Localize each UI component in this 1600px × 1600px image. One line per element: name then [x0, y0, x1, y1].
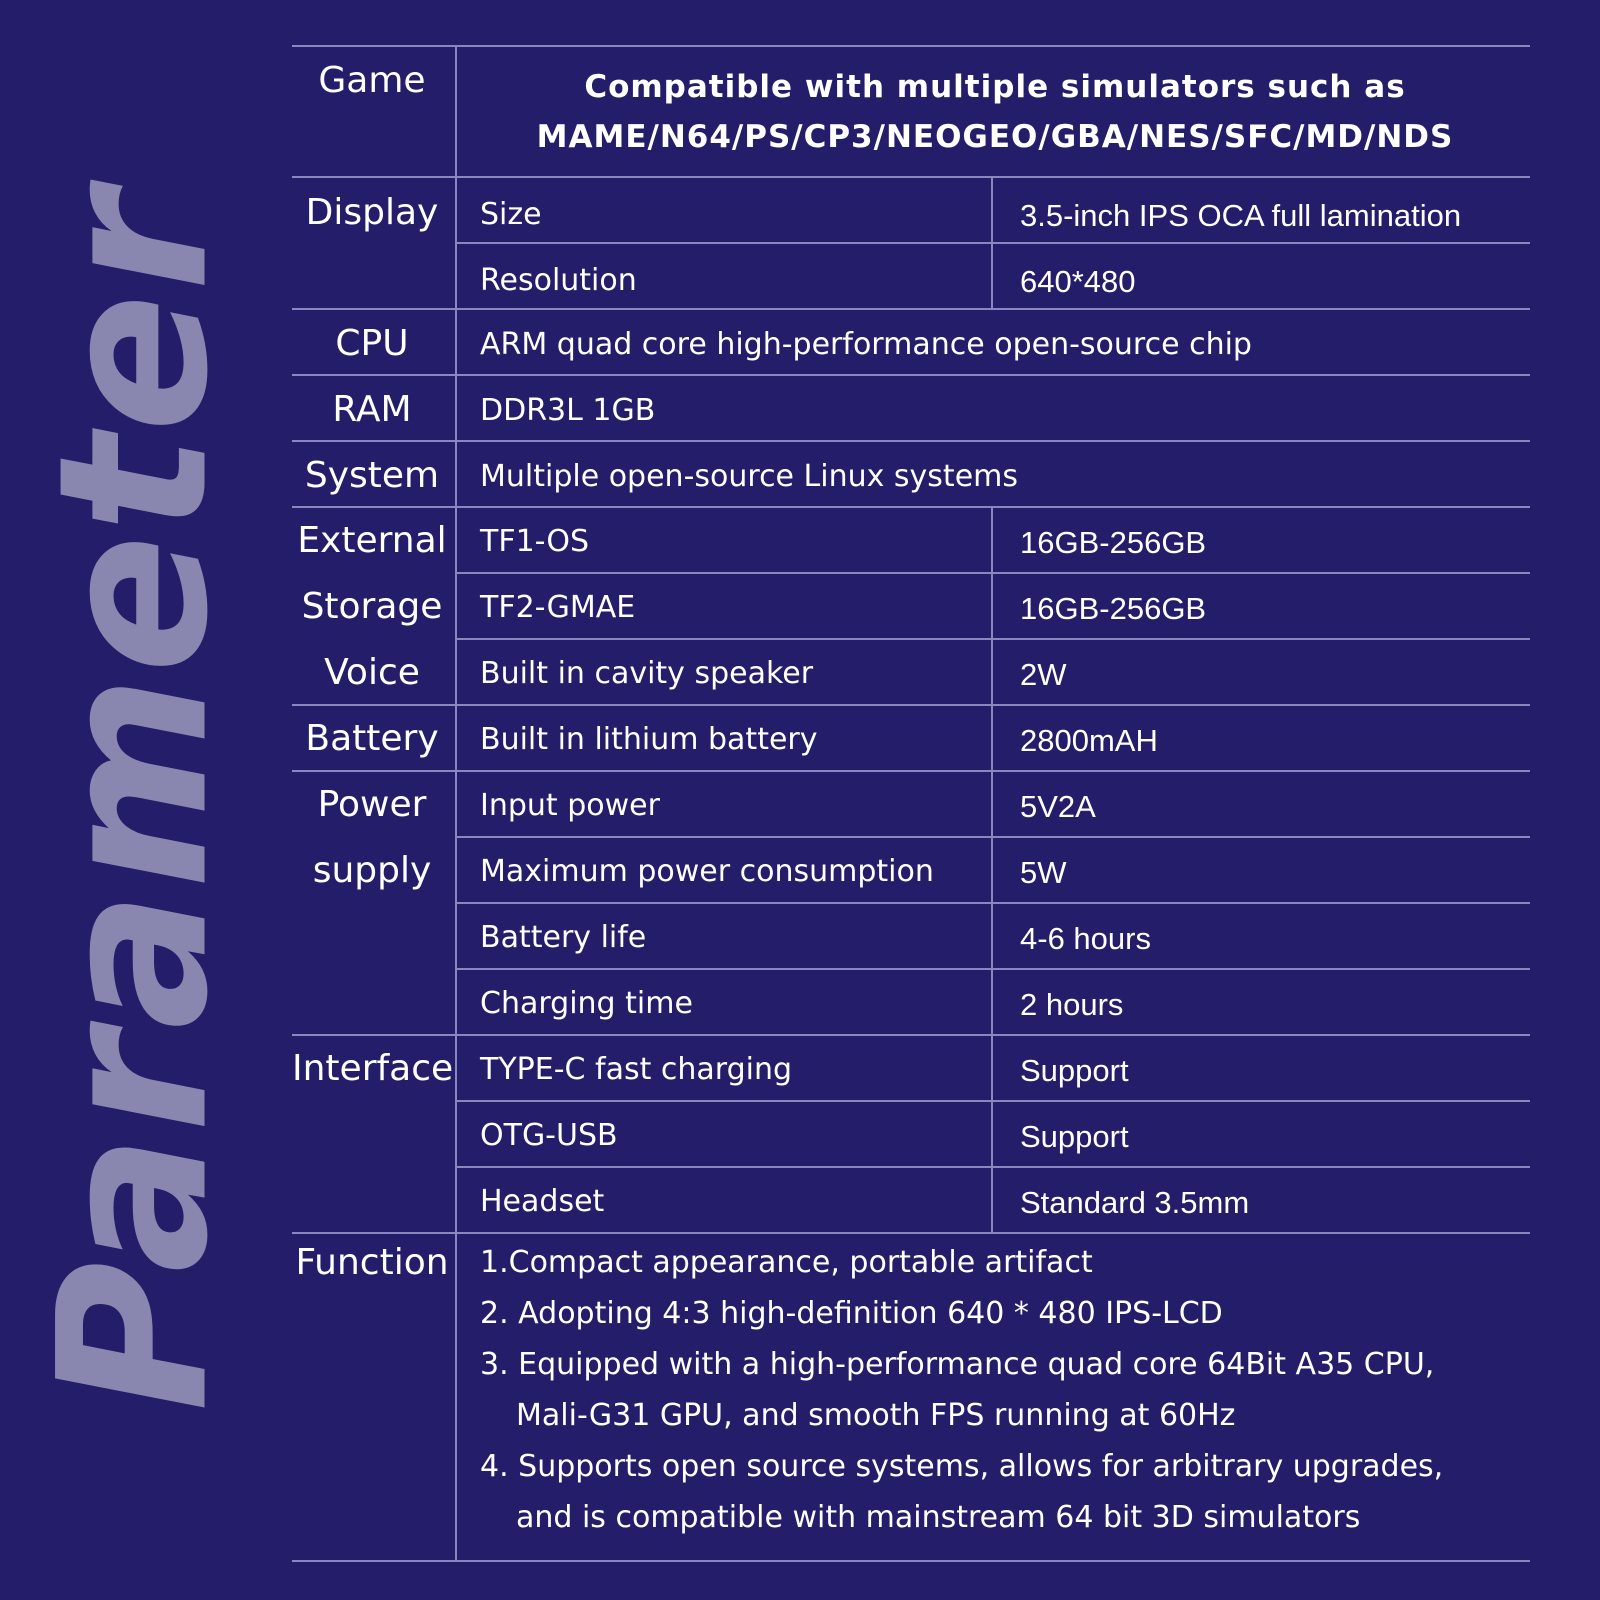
label-power: Power — [317, 784, 427, 825]
spec-name: Maximum power consumption — [480, 854, 934, 889]
function-line: 2. Adopting 4:3 high-definition 640 * 480 IPS-LCD — [480, 1296, 1223, 1331]
label-display: Display — [305, 192, 439, 233]
row-rule — [456, 1100, 1530, 1102]
spec-name: TYPE-C fast charging — [480, 1052, 793, 1087]
spec-value: 16GB-256GB — [1020, 591, 1207, 626]
spec-value: ARM quad core high-performance open-source chip — [480, 327, 1252, 362]
label-ram: RAM — [332, 389, 412, 430]
spec-name: TF1-OS — [480, 524, 589, 559]
spec-name: Charging time — [480, 986, 693, 1021]
spec-value: 16GB-256GB — [1020, 525, 1207, 560]
row-rule — [292, 176, 1530, 178]
game-compat-line1: Compatible with multiple simulators such as — [584, 69, 1406, 105]
spec-name: OTG-USB — [480, 1118, 618, 1153]
label-interface: Interface — [292, 1048, 454, 1089]
spec-name: Resolution — [480, 263, 637, 298]
row-rule — [456, 902, 1530, 904]
spec-name: Built in lithium battery — [480, 722, 818, 757]
spec-name: Size — [480, 197, 542, 232]
row-rule — [292, 374, 1530, 376]
label-battery: Battery — [305, 718, 439, 759]
row-rule — [292, 440, 1530, 442]
spec-value: 3.5-inch IPS OCA full lamination — [1020, 198, 1462, 233]
label-external: External — [297, 520, 447, 561]
label-supply: supply — [312, 850, 432, 891]
spec-value: Support — [1020, 1053, 1129, 1088]
spec-value: 2W — [1020, 657, 1067, 692]
function-line: 4. Supports open source systems, allows for arbitrary upgrades, — [480, 1449, 1444, 1484]
row-rule — [456, 638, 1530, 640]
function-line: Mali-G31 GPU, and smooth FPS running at 60Hz — [516, 1398, 1236, 1433]
label-cpu: CPU — [335, 323, 409, 364]
spec-value: Standard 3.5mm — [1020, 1185, 1250, 1220]
row-rule — [292, 506, 1530, 508]
label-column-divider — [455, 45, 457, 1561]
spec-name: TF2-GMAE — [480, 590, 636, 625]
label-game: Game — [318, 60, 426, 101]
function-line: 3. Equipped with a high-performance quad core 64Bit A35 CPU, — [480, 1347, 1435, 1382]
spec-name: Battery life — [480, 920, 647, 955]
row-rule — [456, 836, 1530, 838]
label-voice: Voice — [324, 652, 420, 693]
spec-value: Support — [1020, 1119, 1129, 1154]
row-rule — [456, 572, 1530, 574]
value-column-divider — [991, 506, 993, 1233]
spec-name: Headset — [480, 1184, 605, 1219]
label-storage: Storage — [301, 586, 443, 627]
function-line: 1.Compact appearance, portable artifact — [480, 1245, 1093, 1280]
spec-value: 2 hours — [1020, 987, 1124, 1022]
spec-value: 2800mAH — [1020, 723, 1158, 758]
row-rule — [292, 1034, 1530, 1036]
spec-value: 640*480 — [1020, 264, 1136, 299]
label-system: System — [304, 455, 440, 496]
table-bottom-rule — [292, 1560, 1530, 1562]
spec-value: 5W — [1020, 855, 1067, 890]
label-function: Function — [295, 1242, 449, 1283]
spec-value: Multiple open-source Linux systems — [480, 459, 1019, 494]
row-rule — [292, 770, 1530, 772]
spec-name: Input power — [480, 788, 660, 823]
spec-value: DDR3L 1GB — [480, 393, 656, 428]
spec-name: Built in cavity speaker — [480, 656, 814, 691]
row-rule — [456, 968, 1530, 970]
side-title: Parameter — [15, 188, 254, 1412]
row-rule — [292, 308, 1530, 310]
row-rule — [456, 242, 1530, 244]
value-column-divider — [991, 176, 993, 309]
row-rule — [456, 1166, 1530, 1168]
game-compat-line2: MAME/N64/PS/CP3/NEOGEO/GBA/NES/SFC/MD/NDS — [536, 119, 1454, 155]
table-top-rule — [292, 45, 1530, 47]
row-rule — [292, 1232, 1530, 1234]
row-rule — [292, 704, 1530, 706]
spec-value: 4-6 hours — [1020, 921, 1151, 956]
spec-value: 5V2A — [1020, 789, 1096, 824]
function-line: and is compatible with mainstream 64 bit 3D simulators — [516, 1500, 1361, 1535]
